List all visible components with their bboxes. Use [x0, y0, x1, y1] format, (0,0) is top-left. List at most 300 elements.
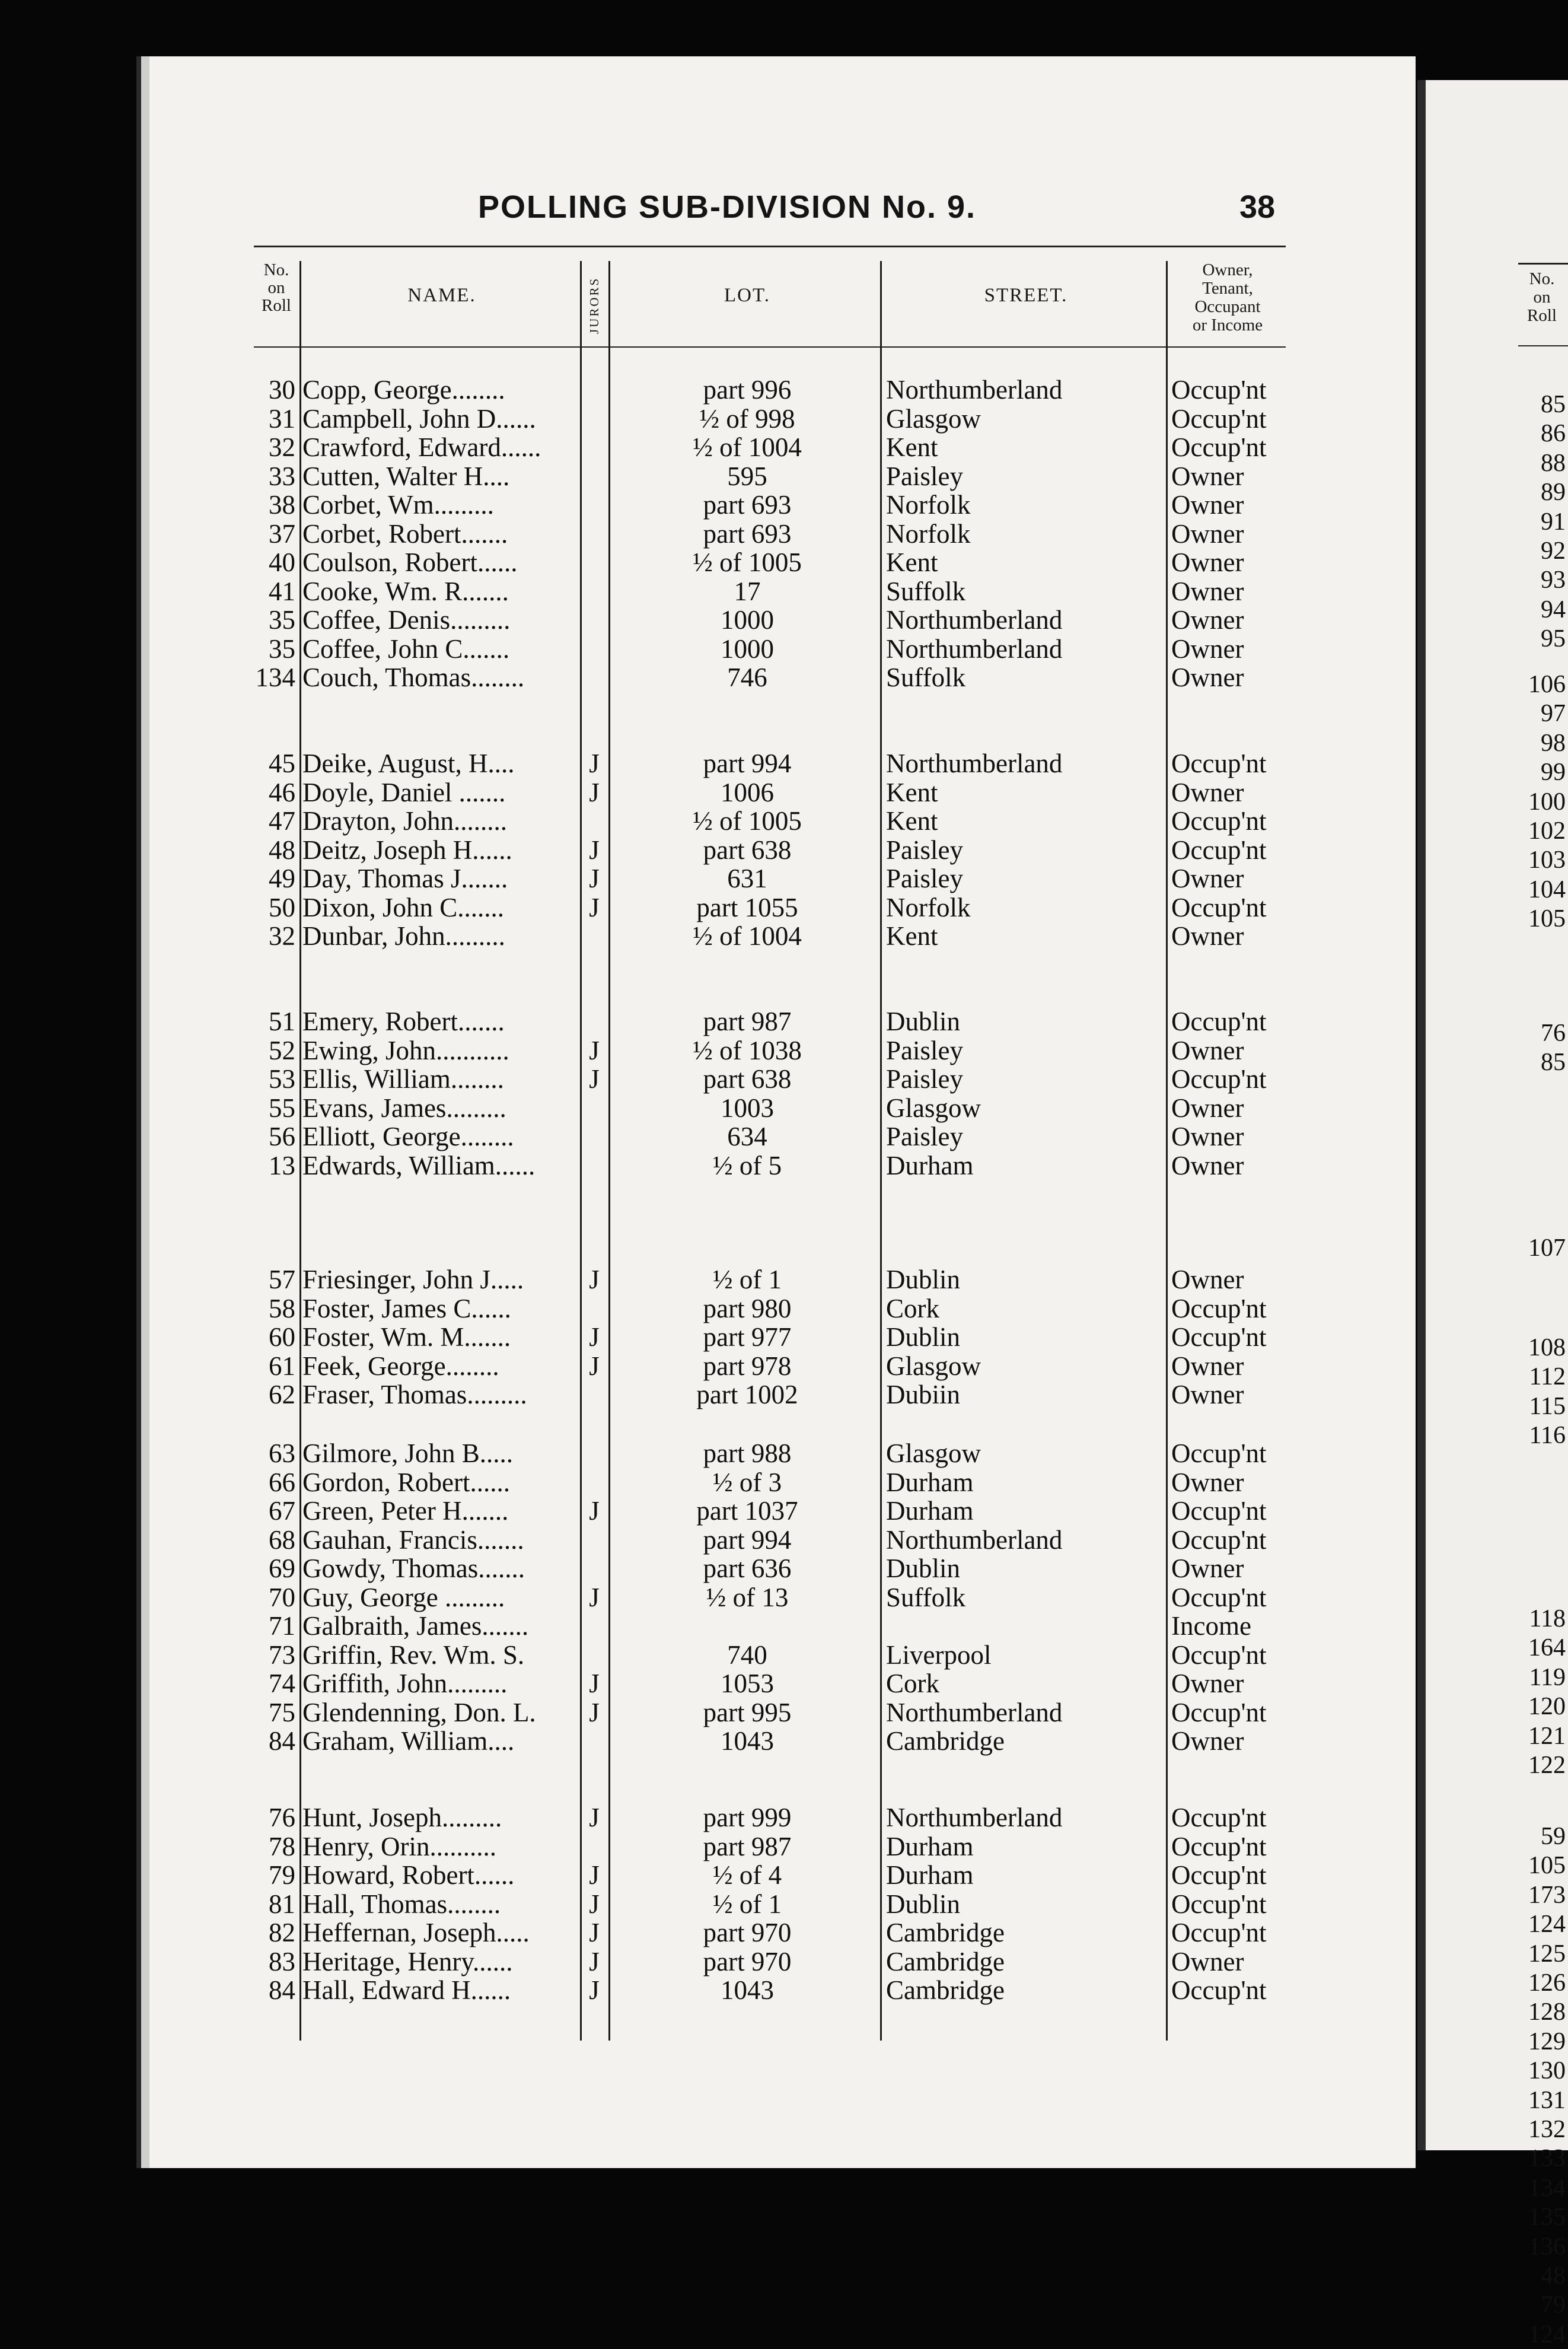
voter-name: Foster, Wm. M....... [302, 1322, 511, 1352]
lot-number: part 977 [703, 1322, 792, 1352]
facing-roll-number: 106 [1528, 671, 1566, 698]
tenure-status: Owner [1171, 490, 1244, 520]
tenure-status: Owner [1171, 864, 1244, 893]
lot-number: ½ of 1005 [693, 806, 802, 836]
table-row [0, 1860, 1305, 1890]
street-name: Northumberland [886, 1697, 1063, 1727]
juror-mark: J [589, 1975, 600, 2005]
roll-number: 73 [269, 1640, 295, 1670]
facing-roll-number: 102 [1528, 817, 1566, 845]
roll-number: 35 [269, 634, 295, 664]
voter-name: Friesinger, John J..... [302, 1265, 524, 1294]
voter-name: Fraser, Thomas......... [302, 1380, 527, 1409]
facing-roll-number: 48 [1541, 2262, 1566, 2290]
voter-name: Hunt, Joseph......... [302, 1803, 502, 1832]
lot-number: part 987 [703, 1007, 792, 1036]
voter-name: Ewing, John........... [302, 1035, 509, 1065]
column-header-street: STREET. [984, 285, 1068, 306]
voter-name: Hall, Edward H...... [302, 1975, 511, 2005]
street-name: Paisley [886, 864, 963, 893]
voter-name: Drayton, John........ [302, 806, 507, 836]
facing-roll-number: 126 [1528, 1969, 1566, 1997]
street-name: Kent [886, 432, 938, 462]
roll-number: 49 [269, 864, 295, 893]
table-row [0, 921, 1305, 951]
lot-number: part 1055 [696, 892, 798, 922]
street-name: Durham [886, 1467, 974, 1497]
street-name: Liverpool [886, 1640, 992, 1670]
voter-name: Dunbar, John......... [302, 921, 505, 951]
roll-number: 45 [269, 749, 295, 778]
street-name: Glasgow [886, 1093, 981, 1123]
facing-roll-number: 164 [1528, 1634, 1566, 1662]
tenure-status: Occup'nt [1171, 892, 1267, 922]
voter-name: Corbet, Wm......... [302, 490, 494, 520]
tenure-status: Occup'nt [1171, 1831, 1267, 1861]
table-row [0, 461, 1305, 491]
page-number: 38 [1239, 189, 1276, 225]
facing-roll-number: 122 [1528, 1752, 1566, 1779]
table-row [0, 1122, 1305, 1151]
table-row [0, 1832, 1305, 1861]
facing-roll-number: 91 [1541, 508, 1566, 536]
roll-number: 47 [269, 806, 295, 836]
lot-number: part 693 [703, 518, 792, 549]
tenure-status: Owner [1171, 1726, 1244, 1756]
table-row [0, 893, 1305, 922]
lot-number: part 1002 [696, 1380, 798, 1409]
tenure-status: Owner [1171, 1093, 1244, 1123]
juror-mark: J [589, 777, 600, 807]
voter-name: Campbell, John D...... [302, 403, 536, 434]
facing-roll-number: 79 [1541, 2291, 1566, 2319]
street-name: Glasgow [886, 403, 981, 434]
facing-roll-number: 132 [1528, 2116, 1566, 2143]
lot-number: part 978 [703, 1351, 792, 1381]
lot-number: 634 [727, 1122, 767, 1151]
facing-roll-number: 105 [1528, 1852, 1566, 1880]
facing-roll-number: 86 [1541, 420, 1566, 448]
facing-roll-number: 121 [1528, 1722, 1566, 1750]
table-row [0, 749, 1305, 778]
facing-roll-number: 124 [1528, 1911, 1566, 1939]
table-row [0, 577, 1305, 606]
roll-number: 84 [269, 1726, 295, 1756]
tenure-status: Owner [1171, 1946, 1244, 1976]
facing-roll-number: 76 [1541, 1020, 1566, 1047]
roll-number: 84 [269, 1975, 295, 2005]
lot-number: part 970 [703, 1918, 792, 1947]
roll-number: 69 [269, 1554, 295, 1583]
facing-roll-number: 105 [1528, 905, 1566, 933]
header-bottom-rule [254, 346, 1286, 348]
juror-mark: J [589, 1351, 600, 1381]
voter-name: Elliott, George........ [302, 1122, 514, 1151]
column-header-name: NAME. [407, 285, 476, 306]
roll-number: 71 [269, 1611, 295, 1641]
roll-number: 53 [269, 1064, 295, 1094]
street-name: Northumberland [886, 375, 1063, 405]
voter-name: Gilmore, John B..... [302, 1438, 513, 1468]
facing-roll-number: 93 [1541, 566, 1566, 594]
lot-number: ½ of 1005 [693, 548, 802, 577]
roll-number: 37 [269, 518, 295, 549]
facing-roll-number: 130 [1528, 2057, 1566, 2085]
table-row [0, 1093, 1305, 1123]
table-row [0, 1468, 1305, 1497]
roll-number: 82 [269, 1918, 295, 1947]
lot-number: part 1037 [696, 1496, 798, 1526]
table-row [0, 1151, 1305, 1180]
tenure-status: Occup'nt [1171, 1975, 1267, 2005]
street-name: Dublin [886, 1265, 961, 1294]
facing-roll-number: 88 [1541, 449, 1566, 477]
column-header-owner-tenant: Owner, Tenant, Occupant or Income [1192, 260, 1263, 335]
roll-number: 66 [269, 1467, 295, 1497]
voter-name: Howard, Robert...... [302, 1860, 515, 1890]
table-row [0, 1947, 1305, 1976]
tenure-status: Occup'nt [1171, 1496, 1267, 1526]
lot-number: 1000 [721, 605, 774, 635]
roll-number: 51 [269, 1007, 295, 1036]
facing-roll-number: 125 [1528, 1940, 1566, 1968]
page-gutter [1417, 80, 1426, 2150]
roll-number: 41 [269, 576, 295, 606]
street-name: Paisley [886, 461, 963, 491]
lot-number: part 636 [703, 1554, 792, 1583]
street-name: Durham [886, 1150, 974, 1180]
voter-name: Crawford, Edward...... [302, 432, 541, 462]
facing-roll-number: 89 [1541, 479, 1566, 507]
lot-number: ½ of 4 [712, 1860, 782, 1890]
table-row [0, 432, 1305, 462]
facing-roll-number: 119 [1529, 1663, 1566, 1691]
lot-number: 17 [734, 576, 761, 606]
lot-number: 746 [727, 663, 767, 692]
juror-mark: J [589, 1035, 600, 1065]
roll-number: 60 [269, 1322, 295, 1352]
facing-roll-number: 104 [1528, 876, 1566, 903]
column-header-jurors: JURORS [587, 276, 601, 335]
voter-name: Copp, George........ [302, 375, 505, 405]
roll-number: 134 [255, 663, 295, 692]
juror-mark: J [589, 1946, 600, 1976]
tenure-status: Occup'nt [1171, 749, 1267, 778]
tenure-status: Occup'nt [1171, 1524, 1267, 1555]
facing-roll-number: 128 [1528, 1998, 1566, 2026]
roll-number: 76 [269, 1803, 295, 1832]
lot-number: ½ of 3 [712, 1467, 782, 1497]
column-header-lot: LOT. [724, 285, 770, 306]
lot-number: ½ of 13 [706, 1582, 789, 1612]
tenure-status: Owner [1171, 1035, 1244, 1065]
voter-name: Gauhan, Francis....... [302, 1524, 524, 1555]
lot-number: part 999 [703, 1803, 792, 1832]
voter-name: Griffin, Rev. Wm. S. [302, 1640, 525, 1670]
roll-number: 67 [269, 1496, 295, 1526]
tenure-status: Owner [1171, 663, 1244, 692]
juror-mark: J [589, 1918, 600, 1947]
lot-number: 1043 [721, 1726, 774, 1756]
tenure-status: Occup'nt [1171, 1293, 1267, 1323]
voter-name: Galbraith, James....... [302, 1611, 529, 1641]
voter-name: Coulson, Robert...... [302, 548, 518, 577]
table-row [0, 404, 1305, 434]
table-row [0, 1322, 1305, 1352]
facing-roll-number: 85 [1541, 1049, 1566, 1077]
tenure-status: Occup'nt [1171, 1064, 1267, 1094]
roll-number: 40 [269, 548, 295, 577]
street-name: Northumberland [886, 634, 1063, 664]
juror-mark: J [589, 1697, 600, 1727]
tenure-status: Occup'nt [1171, 1803, 1267, 1832]
facing-roll-number: 115 [1529, 1392, 1566, 1420]
table-row [0, 1007, 1305, 1036]
lot-number: 1003 [721, 1093, 774, 1123]
table-row [0, 663, 1305, 692]
voter-name: Coffee, Denis......... [302, 605, 511, 635]
juror-mark: J [589, 1803, 600, 1832]
tenure-status: Owner [1171, 921, 1244, 951]
voter-name: Heffernan, Joseph..... [302, 1918, 530, 1947]
table-row [0, 605, 1305, 635]
table-row [0, 519, 1305, 549]
tenure-status: Occup'nt [1171, 1918, 1267, 1947]
facing-header-rule [1518, 263, 1568, 265]
street-name: Durham [886, 1496, 974, 1526]
street-name: Dubiin [886, 1380, 961, 1409]
roll-number: 70 [269, 1582, 295, 1612]
roll-number: 74 [269, 1669, 295, 1698]
tenure-status: Owner [1171, 548, 1244, 577]
street-name: Cambridge [886, 1946, 1005, 1976]
juror-mark: J [589, 835, 600, 865]
street-name: Glasgow [886, 1438, 981, 1468]
table-row [0, 1975, 1305, 2005]
roll-number: 52 [269, 1035, 295, 1065]
tenure-status: Owner [1171, 1554, 1244, 1583]
table-row [0, 375, 1305, 405]
street-name: Dublin [886, 1007, 961, 1036]
street-name: Paisley [886, 1064, 963, 1094]
voter-name: Guy, George ......... [302, 1582, 505, 1612]
voter-name: Foster, James C...... [302, 1293, 511, 1323]
tenure-status: Occup'nt [1171, 1640, 1267, 1670]
voter-name: Gowdy, Thomas....... [302, 1554, 525, 1583]
table-row [0, 1918, 1305, 1947]
roll-number: 56 [269, 1122, 295, 1151]
table-row [0, 1726, 1305, 1756]
roll-number: 61 [269, 1351, 295, 1381]
roll-number: 68 [269, 1524, 295, 1555]
voter-name: Henry, Orin.......... [302, 1831, 497, 1861]
lot-number: part 693 [703, 490, 792, 520]
roll-number: 50 [269, 892, 295, 922]
tenure-status: Occup'nt [1171, 806, 1267, 836]
table-row [0, 1803, 1305, 1832]
street-name: Dublin [886, 1554, 961, 1583]
street-name: Northumberland [886, 1803, 1063, 1832]
tenure-status: Owner [1171, 1265, 1244, 1294]
juror-mark: J [589, 1860, 600, 1890]
facing-roll-number: 133 [1528, 2145, 1566, 2173]
tenure-status: Occup'nt [1171, 835, 1267, 865]
voter-name: Feek, George........ [302, 1351, 499, 1381]
table-row [0, 1380, 1305, 1409]
roll-number: 81 [269, 1889, 295, 1919]
table-row [0, 1889, 1305, 1919]
lot-number: 1053 [721, 1669, 774, 1698]
lot-number: 631 [727, 864, 767, 893]
roll-number: 35 [269, 605, 295, 635]
roll-number: 55 [269, 1093, 295, 1123]
voter-name: Couch, Thomas........ [302, 663, 525, 692]
street-name: Cambridge [886, 1726, 1005, 1756]
table-row [0, 1611, 1305, 1641]
table-row [0, 1640, 1305, 1670]
lot-number: part 988 [703, 1438, 792, 1468]
voter-name: Emery, Robert....... [302, 1007, 505, 1036]
street-name: Glasgow [886, 1351, 981, 1381]
roll-number: 58 [269, 1293, 295, 1323]
table-row [0, 778, 1305, 807]
tenure-status: Occup'nt [1171, 375, 1267, 405]
tenure-status: Occup'nt [1171, 1438, 1267, 1468]
facing-roll-number: 120 [1528, 1693, 1566, 1721]
tenure-status: Occup'nt [1171, 432, 1267, 462]
roll-number: 63 [269, 1438, 295, 1468]
roll-number: 79 [269, 1860, 295, 1890]
facing-roll-number: 136 [1528, 2233, 1566, 2261]
table-row [0, 1554, 1305, 1583]
tenure-status: Owner [1171, 461, 1244, 491]
voter-name: Graham, William.... [302, 1726, 515, 1756]
lot-number: part 980 [703, 1293, 792, 1323]
street-name: Cork [886, 1293, 939, 1323]
table-row [0, 548, 1305, 577]
tenure-status: Occup'nt [1171, 1322, 1267, 1352]
roll-number: 13 [269, 1150, 295, 1180]
street-name: Norfolk [886, 490, 971, 520]
facing-roll-number: 124 [1528, 2321, 1566, 2348]
lot-number: part 995 [703, 1697, 792, 1727]
page-title: POLLING SUB-DIVISION No. 9. [478, 189, 977, 225]
tenure-status: Owner [1171, 777, 1244, 807]
roll-number: 38 [269, 490, 295, 520]
tenure-status: Occup'nt [1171, 1582, 1267, 1612]
street-name: Kent [886, 921, 938, 951]
facing-roll-number: 135 [1528, 2204, 1566, 2232]
voter-name: Green, Peter H....... [302, 1496, 509, 1526]
tenure-status: Owner [1171, 1150, 1244, 1180]
voter-name: Coffee, John C....... [302, 634, 510, 664]
table-row [0, 864, 1305, 893]
lot-number: 1043 [721, 1975, 774, 2005]
voter-name: Cooke, Wm. R....... [302, 576, 509, 606]
column-header-no-on-roll: No. on Roll [262, 260, 291, 315]
street-name: Kent [886, 548, 938, 577]
table-row [0, 1669, 1305, 1698]
roll-number: 83 [269, 1946, 295, 1976]
facing-roll-number: 134 [1528, 2174, 1566, 2202]
lot-number: ½ of 1004 [693, 432, 802, 462]
facing-roll-number: 97 [1541, 700, 1566, 728]
roll-number: 31 [269, 403, 295, 434]
voter-name: Evans, James......... [302, 1093, 506, 1123]
voter-name: Hall, Thomas........ [302, 1889, 501, 1919]
facing-roll-number: 99 [1541, 759, 1566, 787]
tenure-status: Owner [1171, 1380, 1244, 1409]
roll-number: 78 [269, 1831, 295, 1861]
facing-roll-number: 85 [1541, 391, 1566, 418]
juror-mark: J [589, 864, 600, 893]
tenure-status: Occup'nt [1171, 1860, 1267, 1890]
voter-name: Edwards, William...... [302, 1150, 536, 1180]
street-name: Suffolk [886, 1582, 966, 1612]
roll-number: 32 [269, 921, 295, 951]
lot-number: part 638 [703, 835, 792, 865]
tenure-status: Occup'nt [1171, 1007, 1267, 1036]
roll-number: 75 [269, 1697, 295, 1727]
voter-name: Deike, August, H.... [302, 749, 515, 778]
lot-number: ½ of 1038 [693, 1035, 802, 1065]
facing-roll-number: 118 [1529, 1605, 1566, 1632]
lot-number: part 987 [703, 1831, 792, 1861]
tenure-status: Income [1171, 1611, 1251, 1641]
tenure-status: Owner [1171, 605, 1244, 635]
street-name: Durham [886, 1831, 974, 1861]
table-row [0, 1698, 1305, 1727]
juror-mark: J [589, 1582, 600, 1612]
street-name: Paisley [886, 1035, 963, 1065]
facing-roll-number: 100 [1528, 788, 1566, 816]
street-name: Cork [886, 1669, 939, 1698]
street-name: Paisley [886, 1122, 963, 1151]
tenure-status: Owner [1171, 576, 1244, 606]
tenure-status: Owner [1171, 518, 1244, 549]
voter-name: Gordon, Robert...... [302, 1467, 510, 1497]
lot-number: ½ of 1004 [693, 921, 802, 951]
table-row [0, 490, 1305, 520]
street-name: Norfolk [886, 518, 971, 549]
facing-header-bottom-rule [1518, 345, 1568, 346]
tenure-status: Occup'nt [1171, 403, 1267, 434]
facing-roll-number: 108 [1528, 1334, 1566, 1361]
juror-mark: J [589, 1669, 600, 1698]
roll-number: 32 [269, 432, 295, 462]
roll-number: 57 [269, 1265, 295, 1294]
table-row [0, 835, 1305, 865]
roll-number: 62 [269, 1380, 295, 1409]
tenure-status: Owner [1171, 1467, 1244, 1497]
table-row [0, 1496, 1305, 1526]
lot-number: part 994 [703, 749, 792, 778]
street-name: Cambridge [886, 1975, 1005, 2005]
table-row [0, 806, 1305, 836]
table-row [0, 1064, 1305, 1094]
juror-mark: J [589, 1889, 600, 1919]
street-name: Northumberland [886, 605, 1063, 635]
street-name: Suffolk [886, 576, 966, 606]
table-row [0, 634, 1305, 664]
juror-mark: J [589, 1322, 600, 1352]
voter-name: Corbet, Robert....... [302, 518, 508, 549]
voter-name: Ellis, William........ [302, 1064, 504, 1094]
lot-number: part 970 [703, 1946, 792, 1976]
facing-roll-number: 173 [1528, 1881, 1566, 1909]
voter-name: Glendenning, Don. L. [302, 1697, 536, 1727]
table-row [0, 1583, 1305, 1612]
